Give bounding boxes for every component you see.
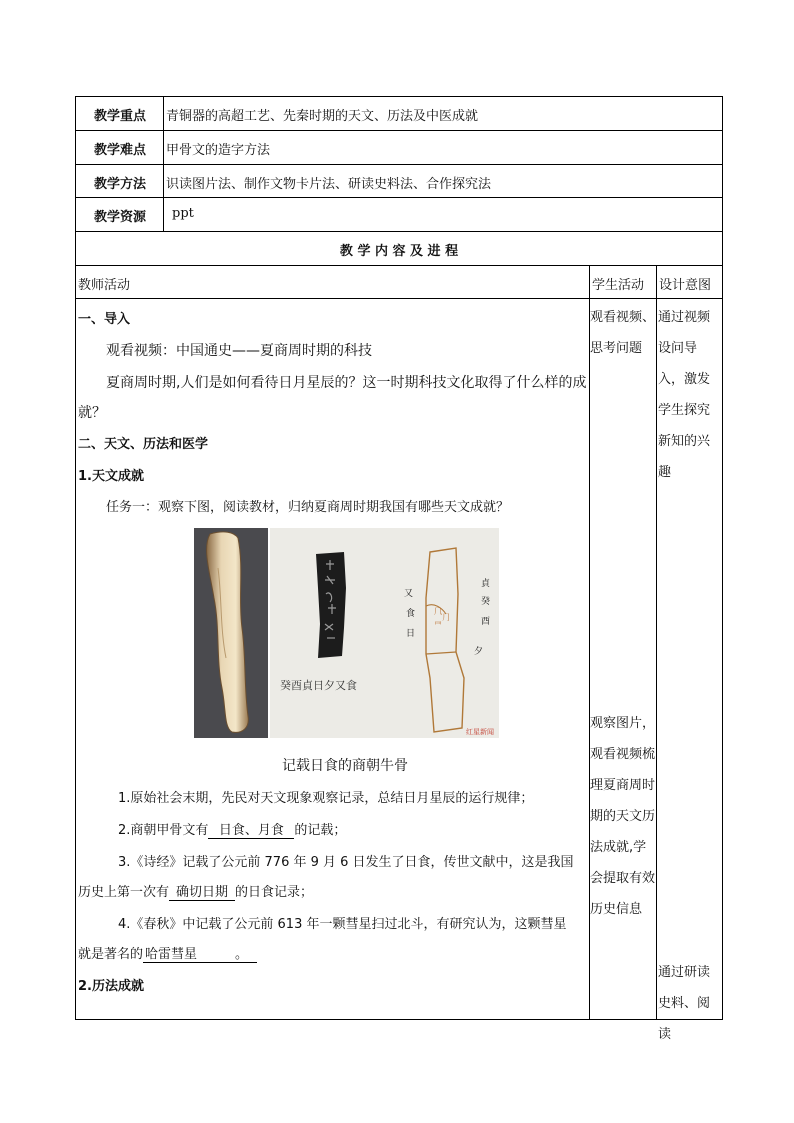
heading-intro: 一、导入: [78, 312, 131, 327]
info-label-focus: 教学重点: [93, 109, 146, 124]
oracle-bone-image: [194, 528, 499, 738]
transcription-char: 貞: [481, 579, 491, 589]
row-divider: [75, 164, 723, 165]
heading-astronomy-calendar-medicine: 二、天文、历法和医学: [78, 437, 209, 452]
astronomy-item-4-line1: 4.《春秋》中记载了公元前 613 年一颗彗星扫过北斗，有研究认为，这颗彗星: [118, 917, 567, 932]
transcription-char: 夕: [474, 647, 484, 657]
column-header-student: 学生活动: [592, 278, 645, 293]
item-4-suffix: 。: [235, 947, 257, 963]
heading-astronomy: 1.天文成就: [78, 469, 144, 484]
student-activity-2: 观察图片，观看视频梳理夏商周时期的天文历法成就,学会提取有效历史信息: [590, 716, 656, 917]
table-border-top: [75, 96, 723, 97]
task-one: 任务一：观察下图，阅读教材，归纳夏商周时期我国有哪些天文成就？: [106, 500, 510, 515]
item-4-prefix: 就是著名的: [78, 947, 144, 962]
heading-calendar: 2.历法成就: [78, 979, 144, 994]
oracle-bone-figure: [194, 528, 499, 738]
row-divider: [75, 130, 723, 131]
item-2-answer-blank: 日食、月食: [208, 823, 294, 839]
astronomy-item-3-line1: 3.《诗经》记载了公元前 776 年 9 月 6 日发生了日食，传世文献中，这是我国: [118, 855, 574, 870]
info-label-resources: 教学资源: [93, 210, 146, 225]
item-2-prefix: 2.商朝甲骨文有: [118, 823, 209, 838]
astronomy-item-4-line2: [78, 943, 257, 963]
watermark: 红星新闻: [466, 728, 494, 736]
transcription-char: 癸: [481, 597, 491, 607]
table-border-right: [722, 96, 723, 1020]
info-value-focus: 青铜器的高超工艺、先秦时期的天文、历法及中医成就: [166, 109, 479, 124]
info-value-difficulty: 甲骨文的造字方法: [166, 143, 271, 158]
intro-question-line1: 夏商周时期,人们是如何看待日月星辰的？这一时期科技文化取得了什么样的成: [106, 375, 587, 391]
table-border-bottom: [75, 1019, 723, 1020]
transcription-char: 日: [406, 629, 416, 639]
transcription-char: 又: [404, 589, 414, 599]
svg-text:⺆: ⺆: [442, 613, 450, 622]
item-2-suffix: 的记载；: [294, 823, 347, 838]
info-label-difficulty: 教学难点: [93, 143, 146, 158]
info-label-method: 教学方法: [93, 177, 146, 192]
intro-video: 观看视频：中国通史——夏商周时期的科技: [106, 343, 372, 359]
section-title: 教 学 内 容 及 进 程: [339, 244, 459, 259]
astronomy-item-2: [118, 819, 346, 839]
transcription-char: 食: [406, 609, 416, 619]
info-value-method: 识读图片法、制作文物卡片法、研读史料法、合作探究法: [166, 177, 492, 192]
student-activity-1: 观看视频、思考问题: [590, 310, 656, 356]
row-divider: [75, 298, 723, 299]
astronomy-item-1: 1.原始社会末期，先民对天文现象观察记录，总结日月星辰的运行规律；: [118, 791, 534, 806]
figure-caption: 记载日食的商朝牛骨: [282, 758, 408, 774]
item-3-prefix: 历史上第一次有: [78, 885, 170, 900]
svg-text:⺜: ⺜: [434, 621, 442, 630]
design-column-divider: [656, 265, 657, 1020]
info-value-resources: ppt: [172, 206, 194, 221]
row-divider: [75, 197, 723, 198]
table-border-left: [75, 96, 76, 1020]
astronomy-item-3-line2: [78, 881, 313, 901]
row-divider: [75, 231, 723, 232]
design-intent-2: 通过研读史料、阅读: [658, 965, 711, 1042]
design-intent-1: 通过视频设问导入，激发学生探究新知的兴趣: [658, 310, 711, 480]
row-divider: [75, 265, 723, 266]
item-3-answer-blank: 确切日期: [169, 885, 235, 901]
inscription-text: 癸酉貞日夕又食: [280, 679, 357, 692]
transcription-char: 酉: [481, 617, 491, 627]
column-header-design: 设计意图: [659, 278, 712, 293]
item-3-suffix: 的日食记录；: [235, 885, 314, 900]
item-4-answer-blank: 哈雷彗星: [143, 947, 235, 963]
intro-question-line2: 就？: [78, 405, 106, 421]
svg-text:⺇: ⺇: [434, 607, 442, 616]
column-header-teacher: 教师活动: [78, 278, 131, 293]
